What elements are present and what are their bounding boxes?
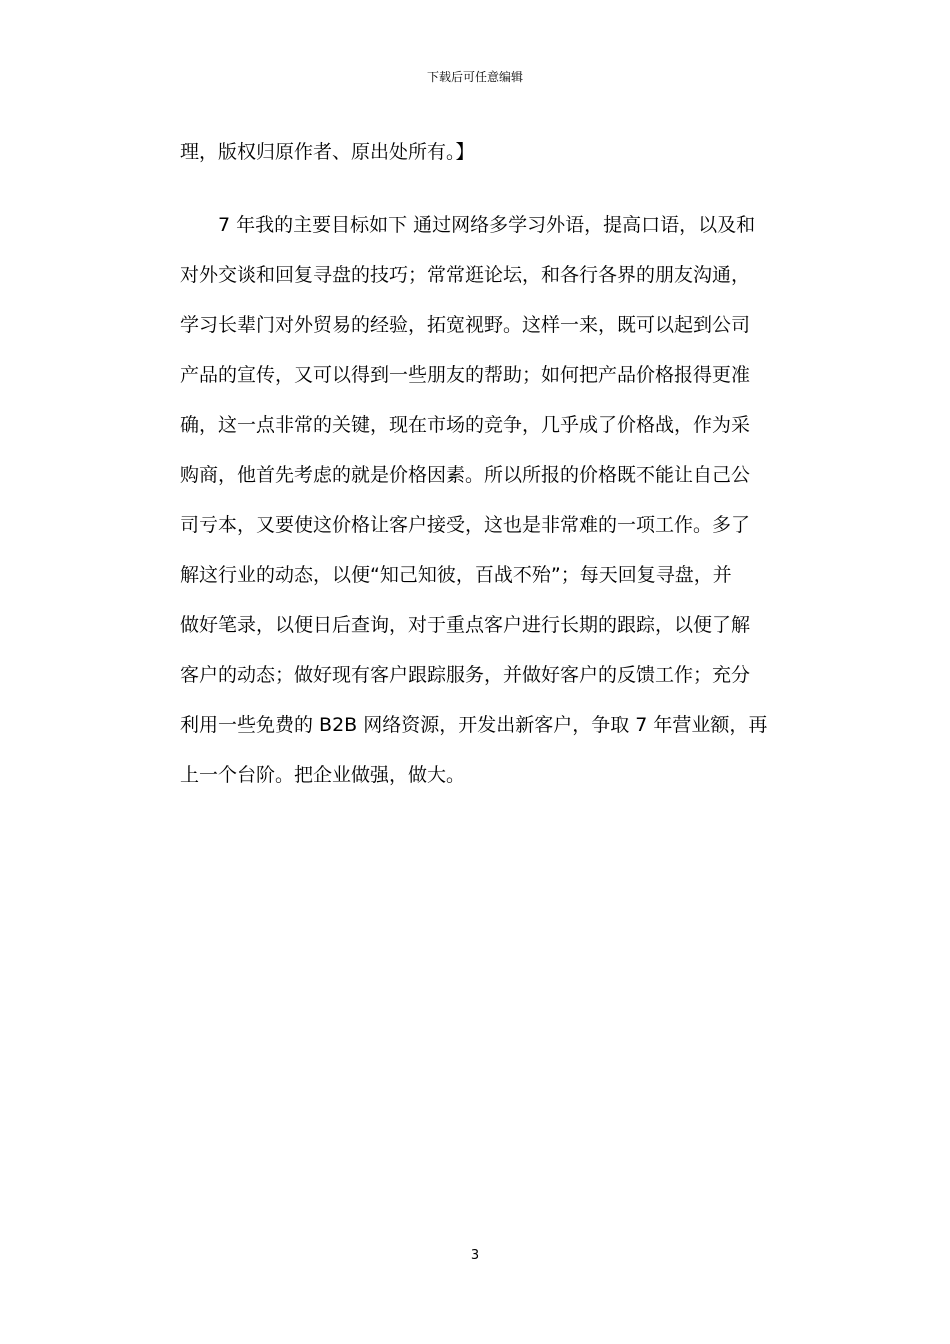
text-line: 客户的动态；做好现有客户跟踪服务，并做好客户的反馈工作；充分 (180, 664, 751, 686)
text-line: 解这行业的动态，以便“知己知彼，百战不殆”；每天回复寻盘，并 (180, 564, 732, 586)
text-line: 上一个台阶。把企业做强，做大。 (180, 764, 466, 786)
text-line: 确，这一点非常的关键，现在市场的竞争，几乎成了价格战，作为采 (180, 414, 751, 436)
text-line: 学习长辈门对外贸易的经验，拓宽视野。这样一来，既可以起到公司 (180, 314, 751, 336)
text-line: 司亏本，又要使这价格让客户接受，这也是非常难的一项工作。多了 (180, 514, 751, 536)
text-line: 利用一些免费的 B2B 网络资源，开发出新客户，争取 7 年营业额，再 (180, 714, 768, 736)
paragraph-first-line: 7 年我的主要目标如下 通过网络多学习外语，提高口语，以及和 (218, 214, 756, 236)
text-line: 理，版权归原作者、原出处所有。】 (180, 141, 475, 163)
text-line: 对外交谈和回复寻盘的技巧；常常逛论坛，和各行各界的朋友沟通， (180, 264, 751, 286)
text-line: 产品的宣传，又可以得到一些朋友的帮助；如何把产品价格报得更准 (180, 364, 751, 386)
page-number: 3 (470, 1248, 480, 1263)
text-line: 做好笔录，以便日后查询，对于重点客户进行长期的跟踪，以便了解 (180, 614, 751, 636)
page-header: 下载后可任意编辑 (426, 70, 523, 84)
text-line: 购商，他首先考虑的就是价格因素。所以所报的价格既不能让自己公 (180, 464, 751, 486)
